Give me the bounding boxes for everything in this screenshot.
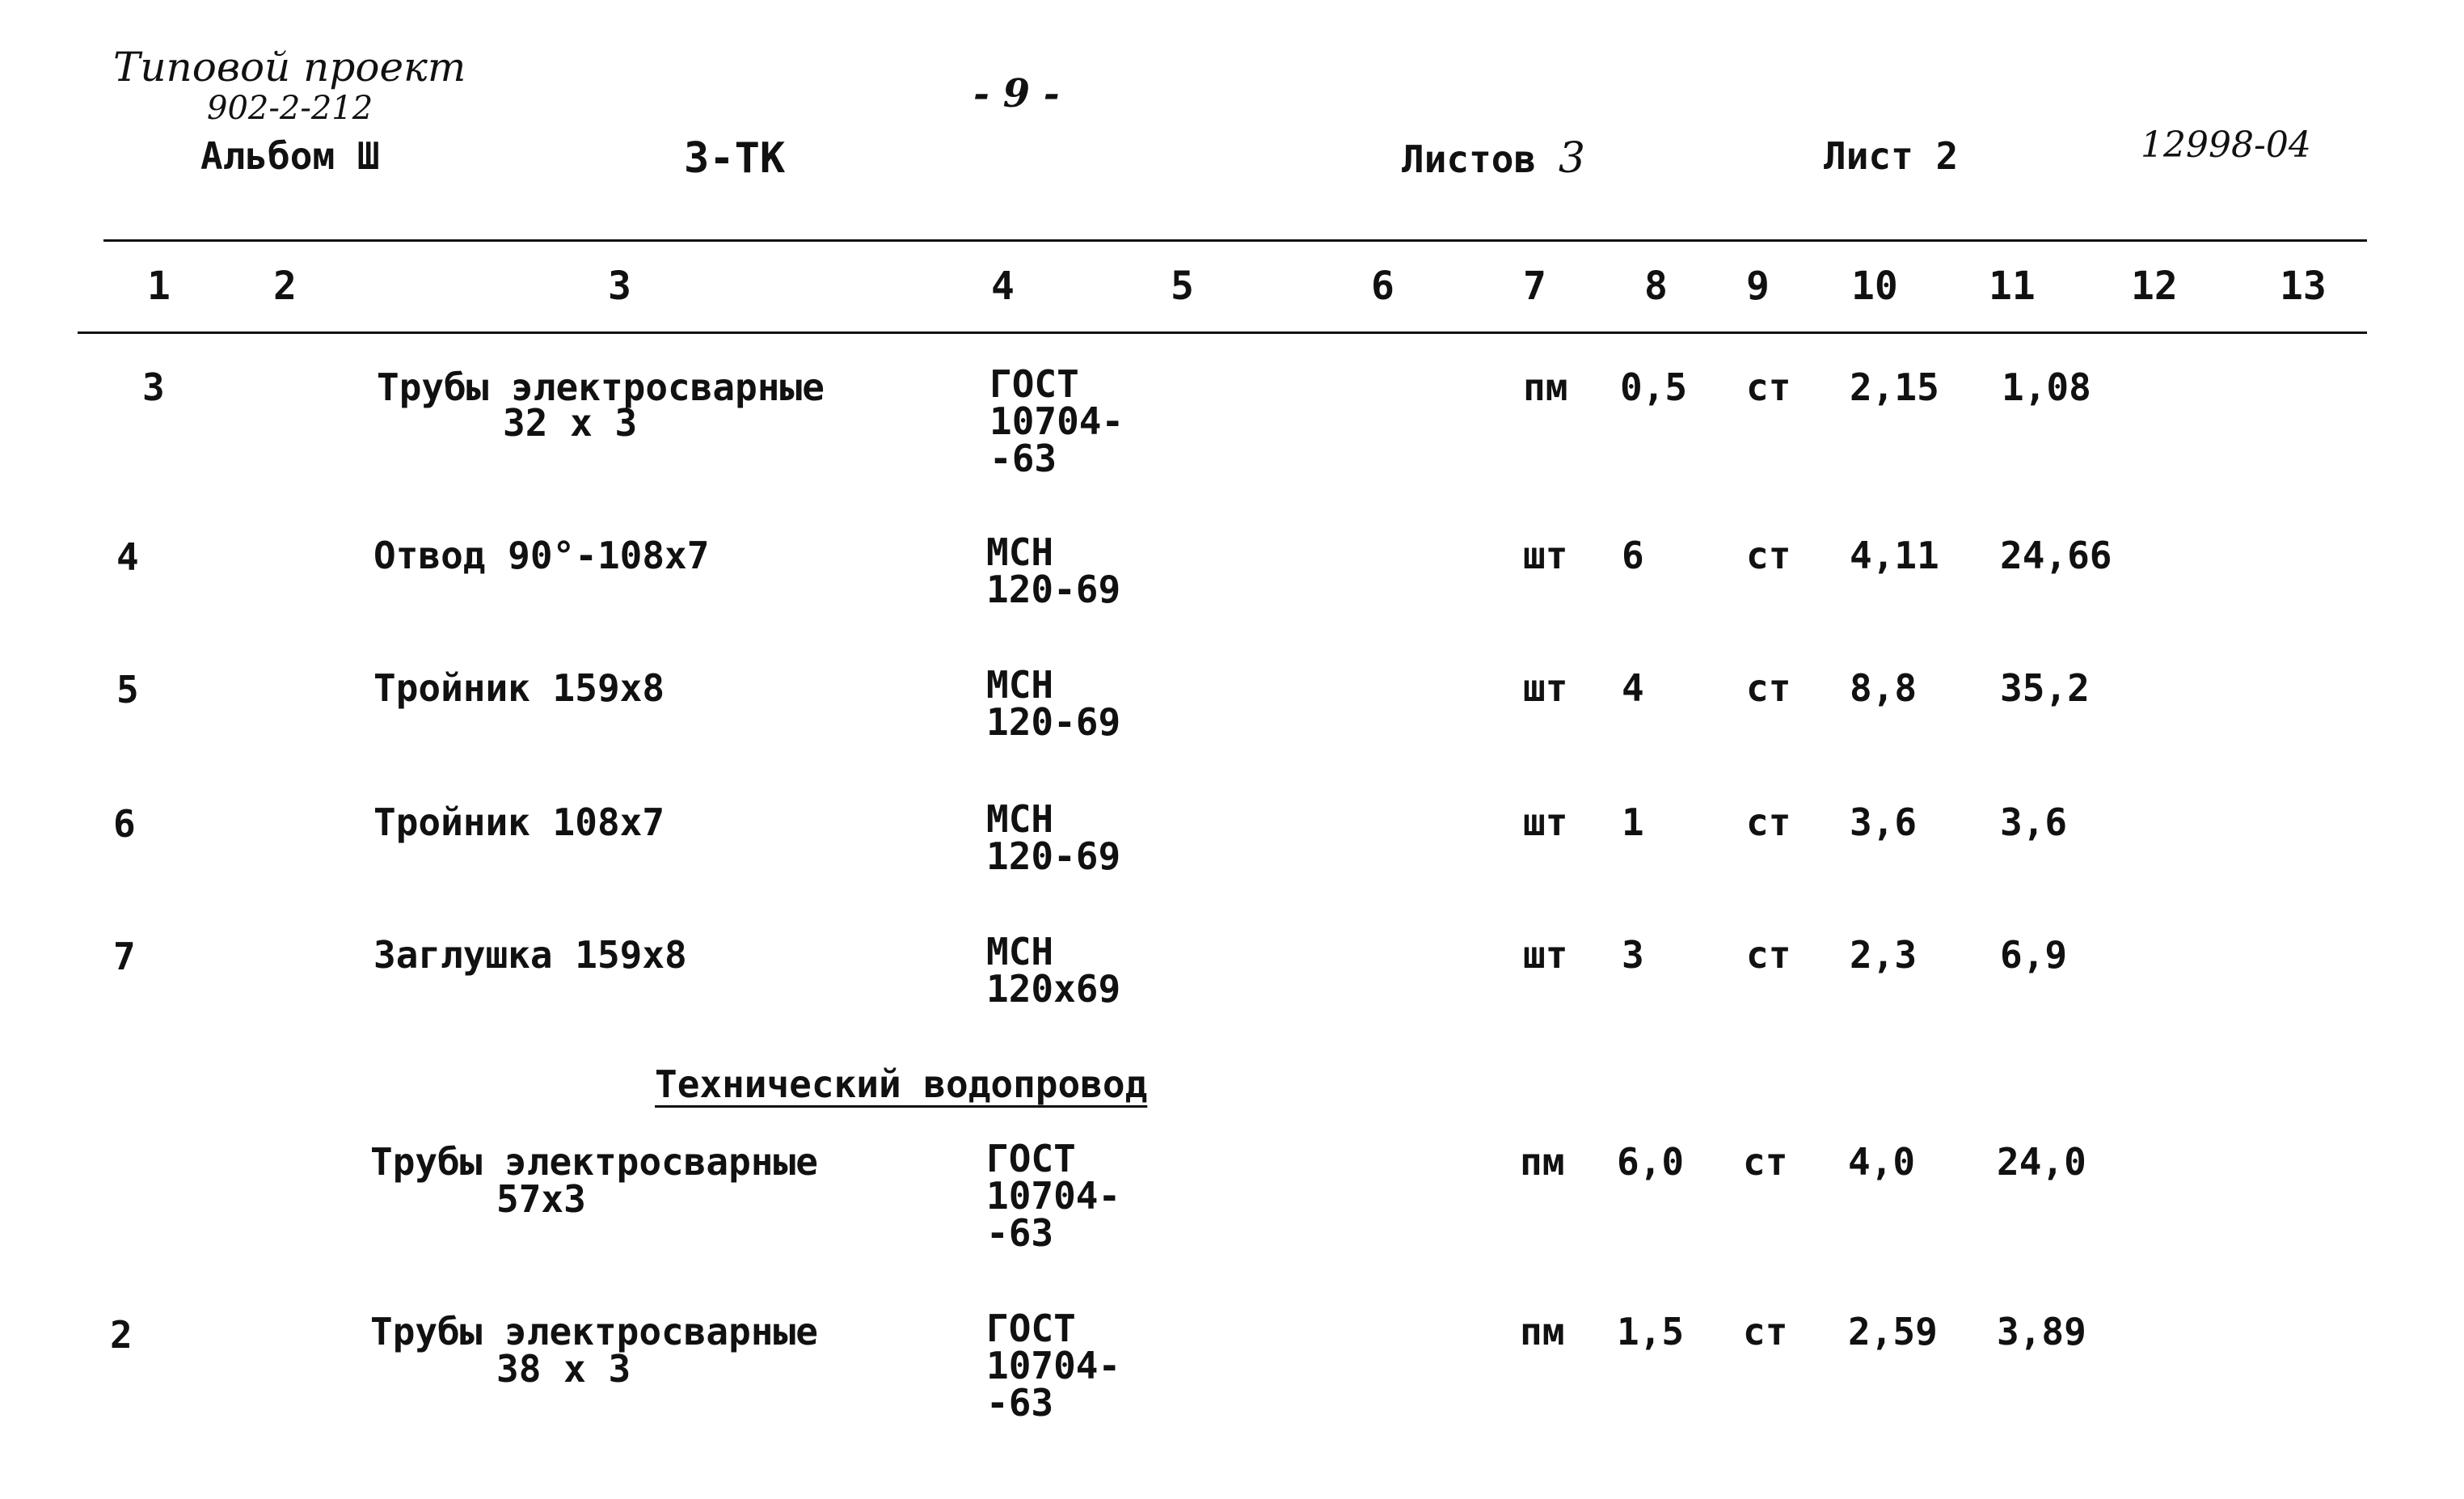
row-unit: шт xyxy=(1523,666,1568,710)
row-quantity: 6 xyxy=(1622,534,1644,577)
row-quantity: 1 xyxy=(1622,800,1644,844)
row-name-size: 32 х 3 xyxy=(503,401,638,445)
row-code-line: 10704- xyxy=(986,1174,1121,1218)
album-label: Альбом Ш xyxy=(200,134,380,178)
row-mass-unit: 4,0 xyxy=(1848,1140,1916,1184)
column-number: 6 xyxy=(1371,264,1394,309)
row-code-line: 120х69 xyxy=(986,967,1121,1011)
row-name: Тройник 159х8 xyxy=(373,666,665,710)
row-mass-total: 35,2 xyxy=(2000,666,2090,710)
row-mass-unit: 8,8 xyxy=(1850,666,1918,710)
sheets-label xyxy=(1402,134,1585,183)
section-title: Технический водопровод xyxy=(655,1062,1148,1106)
row-material: ст xyxy=(1746,365,1791,409)
row-code-line: 10704- xyxy=(986,1344,1121,1387)
row-quantity: 0,5 xyxy=(1620,365,1688,409)
row-name-size: 57х3 xyxy=(496,1177,586,1221)
archive-number: 12998-04 xyxy=(2141,125,2311,166)
column-number: 2 xyxy=(273,264,297,309)
row-code-line: 120-69 xyxy=(986,568,1121,611)
row-position: 7 xyxy=(113,935,136,978)
row-code-line: 120-69 xyxy=(986,834,1121,878)
row-unit: пм xyxy=(1523,365,1568,409)
row-name: Заглушка 159х8 xyxy=(373,933,687,977)
row-unit: шт xyxy=(1523,933,1568,977)
row-code-line: -63 xyxy=(989,437,1057,480)
row-quantity: 6,0 xyxy=(1617,1140,1685,1184)
row-position: 2 xyxy=(110,1313,133,1357)
project-title: Типовой проект xyxy=(113,44,466,91)
row-code xyxy=(989,362,1124,480)
row-name: Трубы электросварные xyxy=(370,1310,818,1353)
row-mass-unit: 2,3 xyxy=(1850,933,1918,977)
row-mass-total: 1,08 xyxy=(2002,365,2091,409)
sheet-label: Лист 2 xyxy=(1824,134,1959,178)
row-code-line: МСН xyxy=(986,930,1054,973)
row-position: 6 xyxy=(113,802,136,846)
sheets-value: 3 xyxy=(1558,134,1585,183)
row-code xyxy=(986,530,1121,611)
header-rule-bottom xyxy=(78,331,2367,334)
row-code-line: МСН xyxy=(986,797,1054,841)
row-material: ст xyxy=(1746,666,1791,710)
row-mass-unit: 2,15 xyxy=(1850,365,1939,409)
sheets-label-text: Листов xyxy=(1402,137,1537,181)
section-code: 3-ТК xyxy=(684,134,786,183)
row-material: ст xyxy=(1746,800,1791,844)
column-number: 10 xyxy=(1851,264,1898,309)
row-quantity: 4 xyxy=(1622,666,1644,710)
column-number: 5 xyxy=(1171,264,1194,309)
column-number: 9 xyxy=(1746,264,1770,309)
column-number: 12 xyxy=(2131,264,2178,309)
row-name: Трубы электросварные xyxy=(370,1140,818,1184)
row-material: ст xyxy=(1746,534,1791,577)
column-number: 13 xyxy=(2280,264,2327,309)
row-mass-unit: 4,11 xyxy=(1850,534,1939,577)
row-code-line: ГОСТ xyxy=(989,362,1079,406)
row-material: ст xyxy=(1743,1140,1788,1184)
column-number: 3 xyxy=(608,264,631,309)
row-name: Отвод 90°-108х7 xyxy=(373,534,710,577)
row-code-line: 120-69 xyxy=(986,700,1121,744)
row-unit: пм xyxy=(1520,1310,1565,1353)
column-number: 8 xyxy=(1644,264,1668,309)
row-code xyxy=(986,663,1121,744)
row-material: ст xyxy=(1743,1310,1788,1353)
row-code-line: ГОСТ xyxy=(986,1137,1076,1180)
row-code-line: МСН xyxy=(986,663,1054,707)
column-number: 7 xyxy=(1523,264,1546,309)
row-name: Тройник 108х7 xyxy=(373,800,665,844)
row-mass-total: 24,66 xyxy=(2000,534,2112,577)
row-code xyxy=(986,797,1121,878)
row-code-line: МСН xyxy=(986,530,1054,574)
row-name: Трубы электросварные xyxy=(377,365,825,409)
row-position: 3 xyxy=(142,365,165,409)
row-mass-unit: 3,6 xyxy=(1850,800,1918,844)
project-code: 902-2-212 xyxy=(207,90,373,127)
row-code-line: ГОСТ xyxy=(986,1307,1076,1350)
row-code-line: 10704- xyxy=(989,399,1124,443)
row-code-line: -63 xyxy=(986,1381,1054,1425)
row-code xyxy=(986,1137,1121,1255)
row-unit: пм xyxy=(1520,1140,1565,1184)
row-position: 4 xyxy=(116,535,139,579)
row-name-size: 38 х 3 xyxy=(496,1347,631,1391)
column-number: 11 xyxy=(1989,264,2036,309)
row-mass-total: 24,0 xyxy=(1997,1140,2086,1184)
row-quantity: 3 xyxy=(1622,933,1644,977)
row-mass-unit: 2,59 xyxy=(1848,1310,1938,1353)
row-code xyxy=(986,1307,1121,1425)
column-number: 4 xyxy=(991,264,1015,309)
row-code-line: -63 xyxy=(986,1211,1054,1255)
row-position: 5 xyxy=(116,668,139,711)
row-mass-total: 3,89 xyxy=(1997,1310,2086,1353)
column-number: 1 xyxy=(147,264,171,309)
page-number: - 9 - xyxy=(973,71,1060,116)
row-material: ст xyxy=(1746,933,1791,977)
row-mass-total: 6,9 xyxy=(2000,933,2068,977)
row-mass-total: 3,6 xyxy=(2000,800,2068,844)
row-unit: шт xyxy=(1523,534,1568,577)
header-rule-top xyxy=(103,239,2367,242)
row-unit: шт xyxy=(1523,800,1568,844)
row-quantity: 1,5 xyxy=(1617,1310,1685,1353)
row-code xyxy=(986,930,1121,1011)
